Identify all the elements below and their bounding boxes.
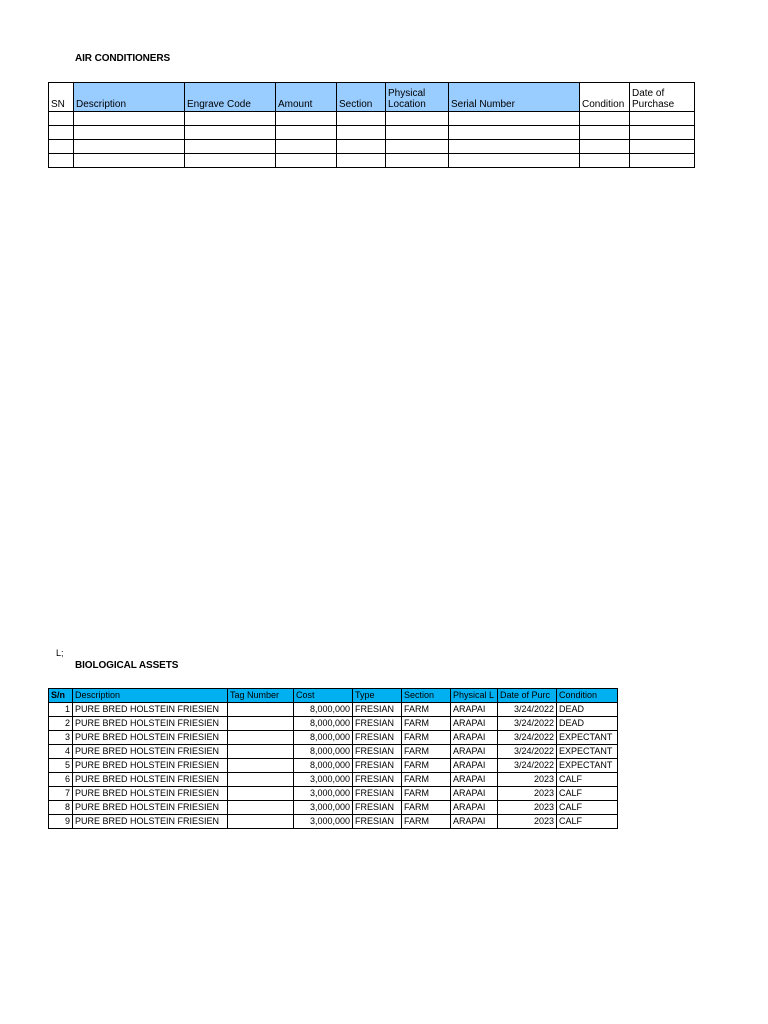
bio-cell-physical-location: ARAPAI bbox=[451, 773, 498, 787]
ac-empty-row bbox=[49, 140, 695, 154]
bio-cell-physical-location: ARAPAI bbox=[451, 787, 498, 801]
bio-cell-tag-number bbox=[228, 787, 294, 801]
bio-cell-type: FRESIAN bbox=[353, 787, 402, 801]
bio-cell-tag-number bbox=[228, 815, 294, 829]
ac-cell bbox=[276, 154, 337, 168]
bio-header-type: Type bbox=[353, 689, 402, 703]
ac-header-physical-location: Physical Location bbox=[386, 83, 449, 112]
ac-cell bbox=[449, 140, 580, 154]
bio-header-cost: Cost bbox=[294, 689, 353, 703]
bio-cell-condition: CALF bbox=[557, 787, 618, 801]
ac-header-sn: SN bbox=[49, 83, 74, 112]
ac-header-condition: Condition bbox=[580, 83, 630, 112]
bio-cell-sn: 7 bbox=[49, 787, 73, 801]
ac-cell bbox=[386, 112, 449, 126]
bio-cell-description: PURE BRED HOLSTEIN FRIESIEN bbox=[73, 815, 228, 829]
bio-cell-condition: CALF bbox=[557, 801, 618, 815]
bio-cell-cost: 8,000,000 bbox=[294, 745, 353, 759]
bio-header-row bbox=[49, 689, 618, 703]
bio-cell-date-of-purchase: 3/24/2022 bbox=[498, 759, 557, 773]
bio-cell-cost: 3,000,000 bbox=[294, 801, 353, 815]
ac-empty-row bbox=[49, 154, 695, 168]
bio-cell-date-of-purchase: 3/24/2022 bbox=[498, 717, 557, 731]
bio-cell-date-of-purchase: 2023 bbox=[498, 773, 557, 787]
bio-header-physical-location: Physical L bbox=[451, 689, 498, 703]
bio-cell-date-of-purchase: 2023 bbox=[498, 815, 557, 829]
bio-cell-description: PURE BRED HOLSTEIN FRIESIEN bbox=[73, 731, 228, 745]
ac-cell bbox=[276, 112, 337, 126]
bio-cell-section: FARM bbox=[402, 703, 451, 717]
ac-cell bbox=[185, 112, 276, 126]
bio-cell-cost: 8,000,000 bbox=[294, 703, 353, 717]
bio-cell-tag-number bbox=[228, 759, 294, 773]
ac-cell bbox=[580, 126, 630, 140]
ac-empty-row bbox=[49, 112, 695, 126]
bio-cell-section: FARM bbox=[402, 745, 451, 759]
ac-header-engrave-code: Engrave Code bbox=[185, 83, 276, 112]
bio-table-row bbox=[49, 773, 618, 787]
ac-cell bbox=[386, 154, 449, 168]
ac-cell bbox=[337, 154, 386, 168]
bio-cell-section: FARM bbox=[402, 815, 451, 829]
bio-cell-section: FARM bbox=[402, 731, 451, 745]
ac-header-row bbox=[49, 83, 695, 112]
bio-cell-section: FARM bbox=[402, 773, 451, 787]
ac-cell bbox=[449, 126, 580, 140]
bio-cell-cost: 8,000,000 bbox=[294, 717, 353, 731]
bio-table-row bbox=[49, 815, 618, 829]
bio-cell-description: PURE BRED HOLSTEIN FRIESIEN bbox=[73, 759, 228, 773]
bio-cell-sn: 8 bbox=[49, 801, 73, 815]
bio-cell-type: FRESIAN bbox=[353, 717, 402, 731]
bio-table-row bbox=[49, 745, 618, 759]
ac-cell bbox=[386, 140, 449, 154]
bio-cell-cost: 8,000,000 bbox=[294, 759, 353, 773]
ac-cell bbox=[630, 126, 695, 140]
ac-cell bbox=[276, 126, 337, 140]
bio-cell-physical-location: ARAPAI bbox=[451, 801, 498, 815]
biological-assets-title: BIOLOGICAL ASSETS bbox=[75, 660, 179, 671]
bio-header-date-of-purchase: Date of Purc bbox=[498, 689, 557, 703]
bio-table-row bbox=[49, 787, 618, 801]
ac-cell bbox=[337, 140, 386, 154]
bio-header-section: Section bbox=[402, 689, 451, 703]
ac-header-amount: Amount bbox=[276, 83, 337, 112]
bio-cell-cost: 3,000,000 bbox=[294, 787, 353, 801]
bio-cell-type: FRESIAN bbox=[353, 703, 402, 717]
bio-cell-tag-number bbox=[228, 745, 294, 759]
bio-cell-description: PURE BRED HOLSTEIN FRIESIEN bbox=[73, 717, 228, 731]
bio-cell-condition: DEAD bbox=[557, 717, 618, 731]
bio-cell-tag-number bbox=[228, 801, 294, 815]
bio-cell-description: PURE BRED HOLSTEIN FRIESIEN bbox=[73, 745, 228, 759]
bio-cell-date-of-purchase: 2023 bbox=[498, 801, 557, 815]
ac-cell bbox=[185, 140, 276, 154]
bio-table-row bbox=[49, 801, 618, 815]
bio-cell-section: FARM bbox=[402, 717, 451, 731]
bio-cell-physical-location: ARAPAI bbox=[451, 703, 498, 717]
ac-cell bbox=[337, 126, 386, 140]
air-conditioners-table bbox=[48, 82, 695, 168]
bio-header-tag-number: Tag Number bbox=[228, 689, 294, 703]
ac-header-date-of-purchase: Date of Purchase bbox=[630, 83, 695, 112]
bio-cell-physical-location: ARAPAI bbox=[451, 759, 498, 773]
bio-cell-type: FRESIAN bbox=[353, 759, 402, 773]
ac-cell bbox=[49, 154, 74, 168]
bio-cell-section: FARM bbox=[402, 801, 451, 815]
bio-cell-tag-number bbox=[228, 717, 294, 731]
bio-table-body bbox=[49, 703, 618, 829]
ac-cell bbox=[386, 126, 449, 140]
bio-header-description: Description bbox=[73, 689, 228, 703]
bio-cell-description: PURE BRED HOLSTEIN FRIESIEN bbox=[73, 773, 228, 787]
bio-cell-condition: CALF bbox=[557, 773, 618, 787]
bio-cell-cost: 3,000,000 bbox=[294, 773, 353, 787]
ac-cell bbox=[580, 140, 630, 154]
bio-cell-condition: CALF bbox=[557, 815, 618, 829]
ac-cell bbox=[630, 140, 695, 154]
bio-cell-description: PURE BRED HOLSTEIN FRIESIEN bbox=[73, 801, 228, 815]
bio-cell-sn: 4 bbox=[49, 745, 73, 759]
ac-cell bbox=[74, 112, 185, 126]
bio-cell-physical-location: ARAPAI bbox=[451, 717, 498, 731]
bio-cell-sn: 1 bbox=[49, 703, 73, 717]
ac-cell bbox=[49, 112, 74, 126]
bio-cell-type: FRESIAN bbox=[353, 745, 402, 759]
ac-cell bbox=[337, 112, 386, 126]
bio-cell-tag-number bbox=[228, 773, 294, 787]
ac-header-serial-number: Serial Number bbox=[449, 83, 580, 112]
bio-cell-description: PURE BRED HOLSTEIN FRIESIEN bbox=[73, 703, 228, 717]
ac-cell bbox=[449, 154, 580, 168]
bio-cell-sn: 9 bbox=[49, 815, 73, 829]
ac-cell bbox=[74, 126, 185, 140]
bio-cell-date-of-purchase: 3/24/2022 bbox=[498, 731, 557, 745]
bio-cell-sn: 6 bbox=[49, 773, 73, 787]
bio-table-row bbox=[49, 731, 618, 745]
ac-header-description: Description bbox=[74, 83, 185, 112]
ac-header-section: Section bbox=[337, 83, 386, 112]
ac-cell bbox=[630, 112, 695, 126]
bio-cell-section: FARM bbox=[402, 759, 451, 773]
bio-cell-tag-number bbox=[228, 731, 294, 745]
bio-table-row bbox=[49, 717, 618, 731]
bio-header-condition: Condition bbox=[557, 689, 618, 703]
ac-cell bbox=[74, 154, 185, 168]
bio-cell-type: FRESIAN bbox=[353, 731, 402, 745]
bio-cell-sn: 2 bbox=[49, 717, 73, 731]
ac-cell bbox=[580, 154, 630, 168]
stray-note: L; bbox=[56, 648, 64, 658]
ac-cell bbox=[630, 154, 695, 168]
bio-cell-physical-location: ARAPAI bbox=[451, 731, 498, 745]
ac-empty-row bbox=[49, 126, 695, 140]
bio-cell-physical-location: ARAPAI bbox=[451, 745, 498, 759]
bio-cell-tag-number bbox=[228, 703, 294, 717]
ac-cell bbox=[185, 154, 276, 168]
bio-cell-condition: DEAD bbox=[557, 703, 618, 717]
bio-cell-condition: EXPECTANT bbox=[557, 731, 618, 745]
bio-cell-condition: EXPECTANT bbox=[557, 759, 618, 773]
ac-cell bbox=[74, 140, 185, 154]
bio-cell-sn: 3 bbox=[49, 731, 73, 745]
ac-table-body bbox=[49, 112, 695, 168]
bio-cell-date-of-purchase: 3/24/2022 bbox=[498, 745, 557, 759]
ac-cell bbox=[580, 112, 630, 126]
bio-cell-sn: 5 bbox=[49, 759, 73, 773]
bio-cell-cost: 8,000,000 bbox=[294, 731, 353, 745]
bio-table-row bbox=[49, 759, 618, 773]
bio-cell-type: FRESIAN bbox=[353, 815, 402, 829]
bio-header-sn: S/n bbox=[49, 689, 73, 703]
bio-cell-section: FARM bbox=[402, 787, 451, 801]
bio-cell-cost: 3,000,000 bbox=[294, 815, 353, 829]
bio-cell-date-of-purchase: 3/24/2022 bbox=[498, 703, 557, 717]
bio-cell-type: FRESIAN bbox=[353, 773, 402, 787]
ac-cell bbox=[185, 126, 276, 140]
bio-cell-condition: EXPECTANT bbox=[557, 745, 618, 759]
bio-cell-type: FRESIAN bbox=[353, 801, 402, 815]
bio-cell-date-of-purchase: 2023 bbox=[498, 787, 557, 801]
air-conditioners-title: AIR CONDITIONERS bbox=[75, 53, 171, 64]
ac-cell bbox=[449, 112, 580, 126]
ac-cell bbox=[276, 140, 337, 154]
ac-cell bbox=[49, 140, 74, 154]
ac-cell bbox=[49, 126, 74, 140]
biological-assets-table bbox=[48, 688, 618, 829]
bio-cell-physical-location: ARAPAI bbox=[451, 815, 498, 829]
bio-cell-description: PURE BRED HOLSTEIN FRIESIEN bbox=[73, 787, 228, 801]
bio-table-row bbox=[49, 703, 618, 717]
